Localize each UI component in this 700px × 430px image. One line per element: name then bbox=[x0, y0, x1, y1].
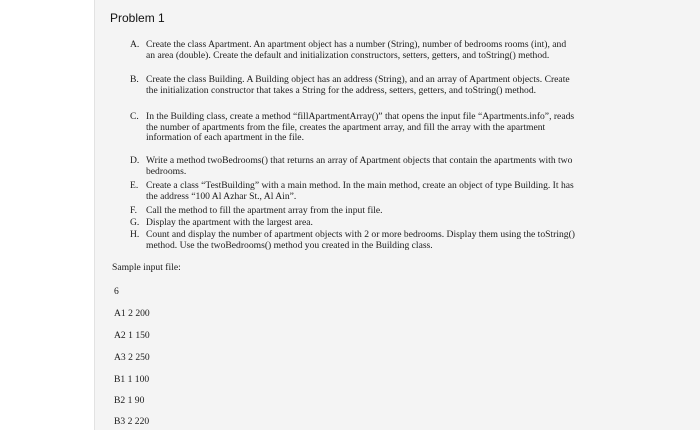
item-letter: F. bbox=[130, 205, 137, 216]
item-letter: A. bbox=[130, 39, 140, 50]
sample-line: A2 1 150 bbox=[114, 330, 150, 341]
sample-input-label: Sample input file: bbox=[112, 262, 181, 273]
list-item-e bbox=[130, 181, 575, 202]
sample-line: B1 1 100 bbox=[114, 374, 150, 385]
item-letter: C. bbox=[130, 111, 139, 122]
item-letter: D. bbox=[130, 155, 140, 166]
item-letter: E. bbox=[130, 180, 139, 191]
problem-title: Problem 1 bbox=[110, 11, 165, 25]
item-text: Write a method twoBedrooms() that returns an array of Apartment objects that contain the apartments with two bedrooms. bbox=[146, 155, 573, 177]
sample-line: 6 bbox=[114, 286, 119, 297]
list-item-f bbox=[130, 206, 575, 217]
list-item-c bbox=[130, 112, 575, 144]
item-letter: B. bbox=[130, 74, 139, 85]
item-letter: H. bbox=[130, 229, 140, 240]
list-item-h bbox=[130, 230, 575, 251]
list-item-g bbox=[130, 218, 575, 229]
item-text: Call the method to fill the apartment array from the input file. bbox=[146, 205, 383, 216]
item-text: Create the class Building. A Building object has an address (String), and an array of Apartment objects. Create the initialization constructor that takes a String for the address, setters, getters, and toString() method. bbox=[146, 74, 570, 96]
item-text: Create a class “TestBuilding” with a main method. In the main method, create an object of type Building. It has the address “100 Al Azhar St., Al Ain”. bbox=[146, 180, 574, 202]
item-text: Count and display the number of apartment objects with 2 or more bedrooms. Display them using the toString() method. Use the twoBedrooms() method you created in the Building class. bbox=[146, 229, 575, 251]
item-text: Display the apartment with the largest area. bbox=[146, 217, 313, 228]
sample-line: A3 2 250 bbox=[114, 352, 150, 363]
sample-line: A1 2 200 bbox=[114, 308, 150, 319]
list-item-d bbox=[130, 156, 575, 177]
sample-line: B2 1 90 bbox=[114, 395, 145, 406]
sample-line: B3 2 220 bbox=[114, 416, 150, 427]
item-text: In the Building class, create a method “fillApartmentArray()” that opens the input file “Apartments.info”, reads the number of apartments from the file, creates the apartment array, and fill the array with the apartment information of each apartment in the file. bbox=[146, 111, 575, 144]
list-item-b bbox=[130, 75, 575, 96]
item-text: Create the class Apartment. An apartment object has a number (String), number of bedrooms rooms (int), and an area (double). Create the default and initialization constructors, setters, getters, and toString() method. bbox=[146, 39, 567, 61]
item-letter: G. bbox=[130, 217, 140, 228]
list-item-a bbox=[130, 40, 575, 61]
